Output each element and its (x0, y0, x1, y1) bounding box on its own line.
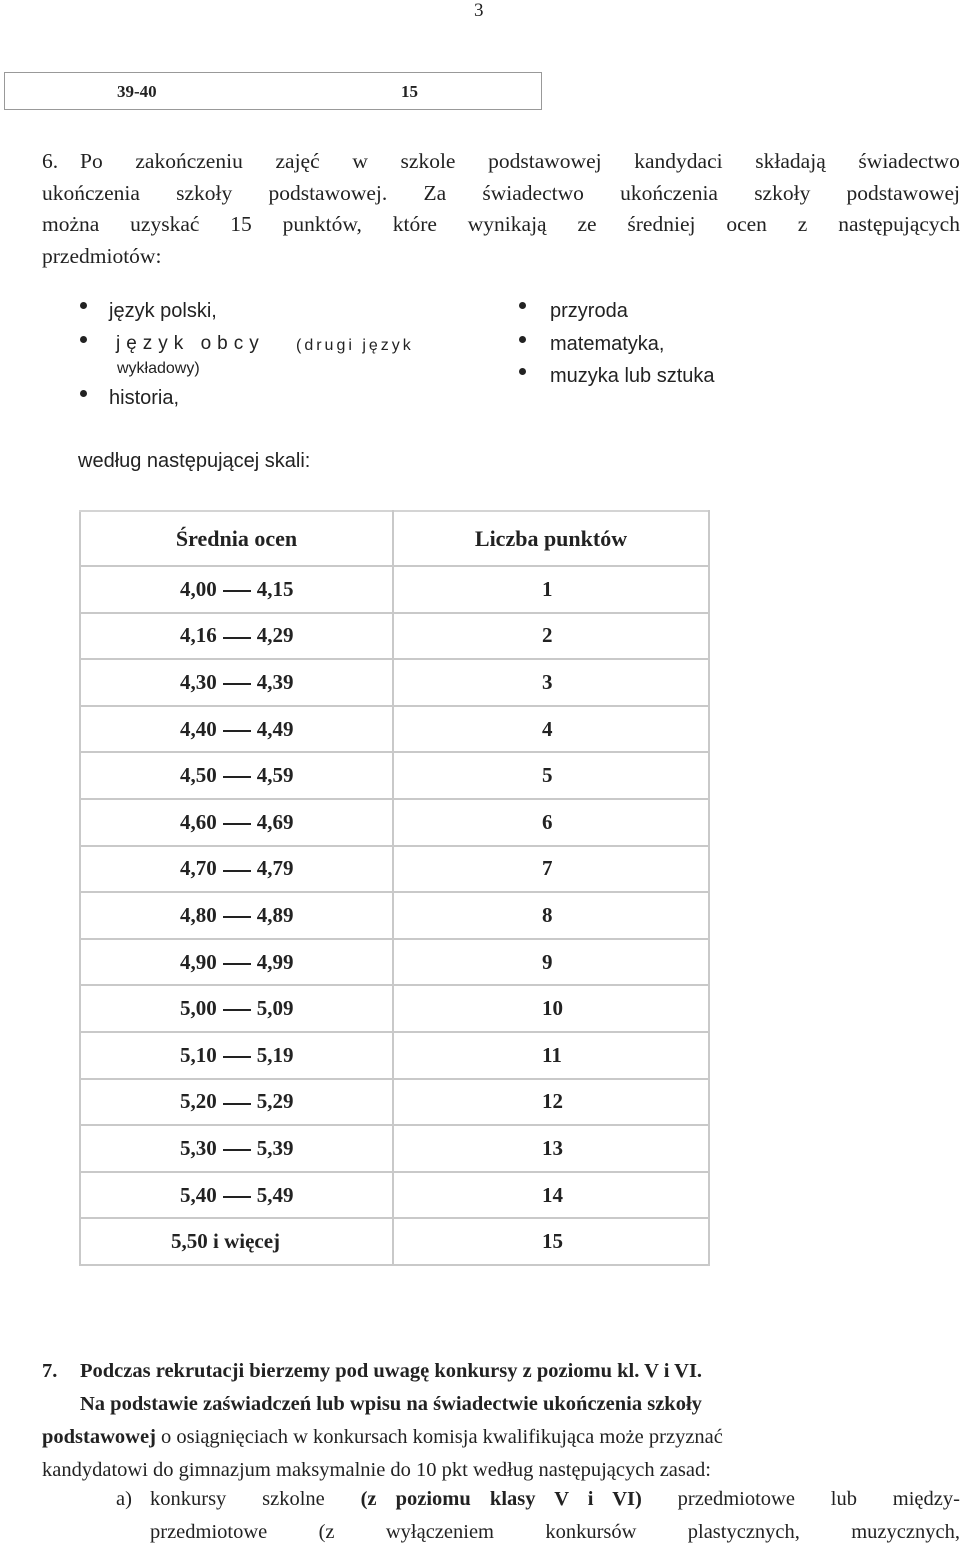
bullet-icon (519, 336, 526, 343)
word: które (392, 212, 437, 236)
word: średniej (627, 212, 696, 236)
table-row (80, 613, 709, 660)
word: świadectwo (858, 149, 960, 173)
bullet-icon (80, 336, 87, 343)
list-item-a-line-1 (150, 1483, 960, 1516)
range-from: 5,40 (180, 1182, 217, 1207)
word: wynikają (467, 212, 547, 236)
average-range-cell (80, 1172, 393, 1219)
word: Za (423, 180, 447, 205)
page-number: 3 (474, 0, 484, 21)
word: składają (755, 149, 826, 173)
subject-item-note: (drugi język (296, 337, 414, 354)
section-7-heading: Podczas rekrutacji bierzemy pod uwagę konkursy z poziomu kl. V i VI. (80, 1360, 703, 1382)
section-7-line-2: Na podstawie zaświadczeń lub wpisu na świadectwie ukończenia szkoły (80, 1393, 702, 1415)
table-row (80, 706, 709, 753)
range-to: 4,99 (256, 949, 294, 974)
word: ze (577, 212, 597, 236)
average-range-cell (80, 892, 393, 939)
points-cell: 15 (393, 1218, 709, 1265)
dash-icon (223, 1103, 251, 1105)
section-6-text (42, 146, 960, 272)
range-to: 4,89 (256, 902, 294, 927)
scale-label: według następującej skali: (78, 450, 311, 472)
word: w (352, 149, 368, 173)
dash-icon (223, 637, 251, 639)
subject-item: historia, (109, 387, 180, 409)
table-row (80, 1125, 709, 1172)
bullet-icon (80, 302, 87, 309)
word: szkoły (754, 180, 811, 205)
table-row (80, 1032, 709, 1079)
dash-icon (223, 590, 251, 592)
range-from: 4,70 (180, 856, 217, 881)
average-range-cell (80, 706, 393, 753)
dash-icon (223, 1009, 251, 1011)
points-cell: 14 (393, 1172, 709, 1219)
points-cell: 6 (393, 799, 709, 846)
range-from: 5,30 (180, 1135, 217, 1160)
average-range-cell (80, 846, 393, 893)
dash-icon (223, 963, 251, 965)
average-range-cell (80, 1079, 393, 1126)
subject-item: język obcy (116, 333, 265, 354)
word: podstawowej (846, 180, 960, 205)
word: muzycznych, (851, 1521, 960, 1543)
table-row (80, 799, 709, 846)
word: szkolne (262, 1488, 325, 1510)
table-row (80, 939, 709, 986)
range-to: 5,39 (256, 1135, 294, 1160)
points-cell: 2 (393, 613, 709, 660)
dash-icon (223, 870, 251, 872)
top-table-cell-range: 39-40 (117, 82, 157, 101)
average-range-cell (80, 613, 393, 660)
word: następujących (838, 212, 960, 236)
word: podstawowej. (268, 180, 388, 205)
word: szkoły (176, 180, 233, 205)
range-to: 4,49 (256, 716, 294, 741)
section-7-line-3-rest: o osiągnięciach w konkursach komisja kwalifikująca może przyznać (155, 1426, 723, 1448)
section-7-line-3 (42, 1421, 723, 1454)
range-from: 5,00 (180, 996, 217, 1021)
table-row (80, 846, 709, 893)
points-cell: 11 (393, 1032, 709, 1079)
word: przedmiotowe (150, 1521, 268, 1543)
section-6-paragraph (42, 146, 960, 272)
range-from: 4,30 (180, 669, 217, 694)
range-from: 4,80 (180, 902, 217, 927)
section-6-line (80, 146, 960, 178)
range-to: 4,29 (256, 623, 294, 648)
subject-item: muzyka lub sztuka (550, 365, 715, 387)
word: z (797, 212, 808, 236)
word: (z (318, 1521, 335, 1543)
word: zajęć (275, 149, 320, 173)
range-from: 4,50 (180, 763, 217, 788)
range-from: 4,60 (180, 809, 217, 834)
points-cell: 3 (393, 659, 709, 706)
range-from: 4,00 (180, 576, 217, 601)
range-from: 4,16 (180, 623, 217, 648)
points-cell: 7 (393, 846, 709, 893)
word: przedmiotów: (42, 243, 162, 268)
bullet-icon (519, 302, 526, 309)
subject-item: język polski, (109, 300, 217, 322)
dash-icon (223, 916, 251, 918)
points-cell: 5 (393, 752, 709, 799)
points-cell: 9 (393, 939, 709, 986)
dash-icon (223, 776, 251, 778)
word: ocen (726, 212, 767, 236)
average-range-cell (80, 1032, 393, 1079)
average-range-cell: 5,50 i więcej (80, 1218, 393, 1265)
word: ukończenia (42, 180, 140, 205)
range-to: 5,49 (256, 1182, 294, 1207)
section-7-number: 7. (42, 1360, 58, 1382)
points-cell: 10 (393, 985, 709, 1032)
average-range-cell (80, 1125, 393, 1172)
word: przedmiotowe (677, 1488, 795, 1510)
word: Po (80, 149, 103, 173)
subject-item: matematyka, (550, 333, 665, 355)
table-row (80, 892, 709, 939)
dash-icon (223, 1196, 251, 1198)
word: uzyskać (130, 212, 200, 236)
top-table-cell-points: 15 (401, 82, 418, 101)
word: ukończenia (620, 180, 718, 205)
table-row (80, 566, 709, 613)
word: zakończeniu (135, 149, 243, 173)
dash-icon (223, 1149, 251, 1151)
range-to: 5,29 (256, 1089, 294, 1114)
word: konkursy (150, 1488, 227, 1510)
range-to: 5,19 (256, 1042, 294, 1067)
section-6-line (42, 178, 960, 210)
word: punktów, (282, 212, 362, 236)
word: świadectwo (482, 180, 584, 205)
dash-icon (223, 1056, 251, 1058)
header-points: Liczba punktów (393, 511, 709, 566)
word: wyłączeniem (385, 1521, 494, 1543)
range-from: 5,10 (180, 1042, 217, 1067)
word: 15 (230, 212, 252, 236)
table-row (80, 1218, 709, 1265)
word: (z poziomu klasy V i VI) (360, 1488, 642, 1510)
dash-icon (223, 823, 251, 825)
range-to: 4,69 (256, 809, 294, 834)
word: lub (830, 1488, 857, 1510)
average-range-cell (80, 939, 393, 986)
average-range-cell (80, 566, 393, 613)
word: podstawowej (488, 149, 602, 173)
word: plastycznych, (687, 1521, 800, 1543)
section-6-line (42, 209, 960, 241)
dash-icon (223, 683, 251, 685)
word: konkursów (545, 1521, 637, 1543)
top-table-row (4, 72, 542, 110)
table-row (80, 985, 709, 1032)
table-row (80, 1172, 709, 1219)
subject-item-note: wykładowy) (117, 360, 200, 377)
range-from: 5,20 (180, 1089, 217, 1114)
dash-icon (223, 730, 251, 732)
range-to: 4,39 (256, 669, 294, 694)
average-range-cell (80, 659, 393, 706)
table-row (80, 1079, 709, 1126)
points-cell: 1 (393, 566, 709, 613)
table-row (80, 752, 709, 799)
points-cell: 13 (393, 1125, 709, 1172)
section-6-number: 6. (42, 149, 59, 173)
word: kandydaci (634, 149, 723, 173)
range-to: 4,59 (256, 763, 294, 788)
section-7-line-3-bold: podstawowej (42, 1426, 156, 1448)
word: szkole (400, 149, 456, 173)
range-from: 4,90 (180, 949, 217, 974)
range-to: 4,15 (256, 576, 294, 601)
header-average: Średnia ocen (80, 511, 393, 566)
list-item-a-line-2 (150, 1516, 960, 1549)
average-range-cell (80, 799, 393, 846)
grades-table (79, 510, 710, 1266)
list-item-a-letter: a) (116, 1488, 132, 1510)
points-cell: 8 (393, 892, 709, 939)
grades-table-header (80, 511, 709, 566)
bullet-icon (519, 368, 526, 375)
section-7-line-4: kandydatowi do gimnazjum maksymalnie do 10 pkt według następujących zasad: (42, 1459, 711, 1481)
word: można (42, 212, 100, 236)
range-from: 4,40 (180, 716, 217, 741)
table-row (80, 659, 709, 706)
range-to: 5,09 (256, 996, 294, 1021)
bullet-icon (80, 390, 87, 397)
section-6-line (42, 241, 960, 273)
average-range-cell (80, 752, 393, 799)
average-range-cell (80, 985, 393, 1032)
points-cell: 4 (393, 706, 709, 753)
word: między- (892, 1488, 960, 1510)
subject-item: przyroda (550, 300, 628, 322)
points-cell: 12 (393, 1079, 709, 1126)
range-to: 4,79 (256, 856, 294, 881)
